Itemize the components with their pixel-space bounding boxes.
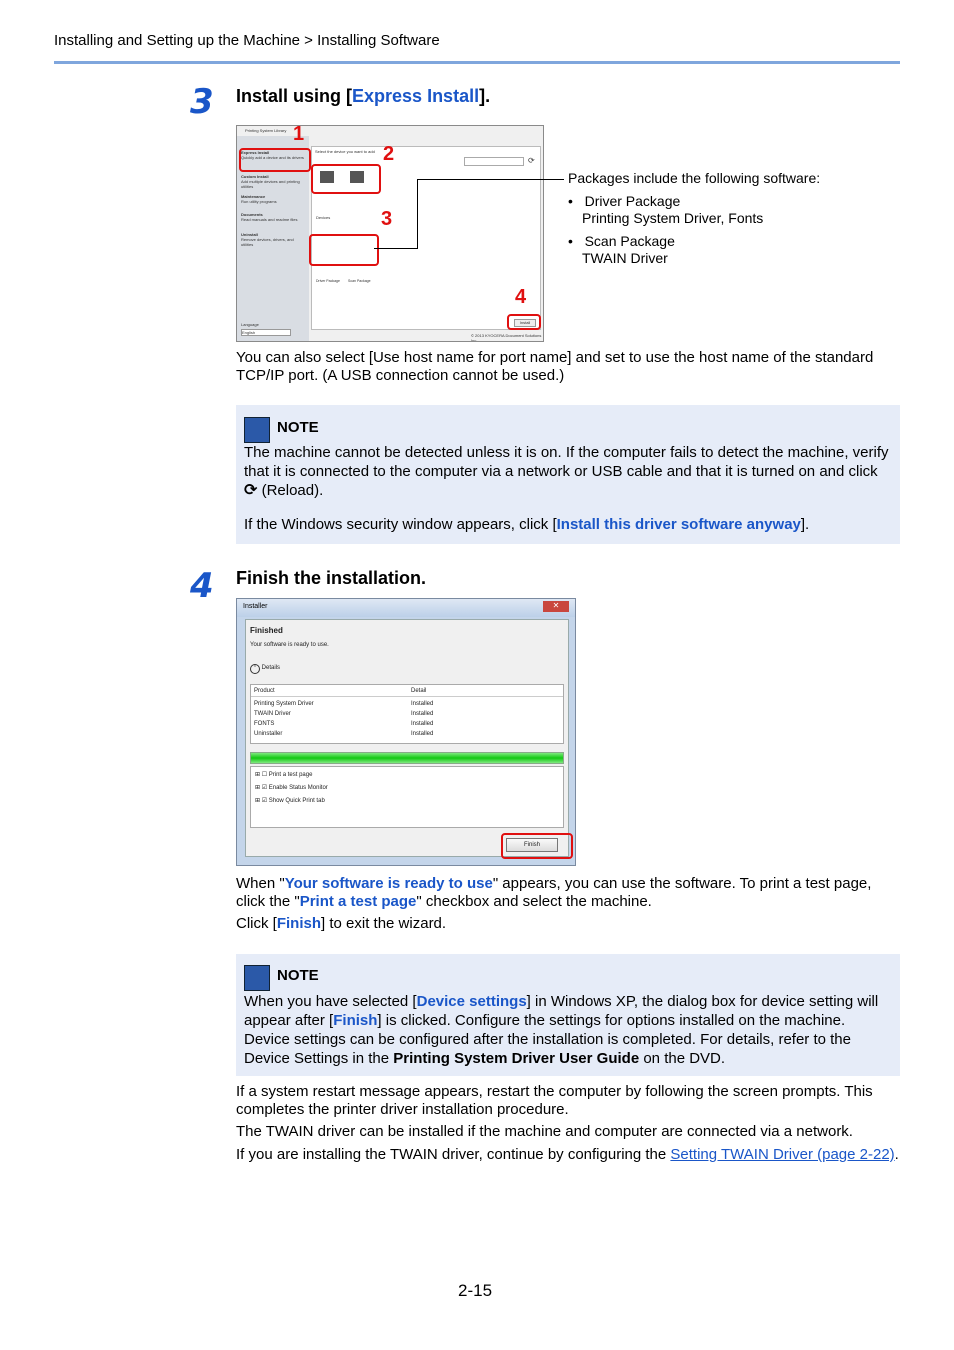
driver-package-label: Driver Package [316, 279, 340, 283]
package-item: • Scan Package TWAIN Driver [568, 233, 675, 266]
callout-box-2 [311, 164, 381, 194]
page-number: 2-15 [458, 1281, 493, 1300]
reload-icon: ⟳ [244, 482, 258, 499]
table-cell: Installed [411, 721, 434, 727]
printing-system-library-screenshot [236, 125, 544, 342]
progress-bar [250, 752, 564, 764]
step-3-title-prefix: Install using [ [236, 86, 353, 106]
table-row: Uninstaller [254, 731, 283, 737]
breadcrumb: Installing and Setting up the Machine > Installing Software [54, 32, 440, 49]
language-label: Language [241, 322, 259, 327]
install-button[interactable]: Install [514, 319, 536, 327]
callout-1: 1 [293, 125, 305, 145]
callout-4: 4 [515, 286, 527, 308]
col-product: Product [254, 688, 275, 694]
sidebar-item-custom-install[interactable]: Custom Install Add multiple devices and printing utilities [241, 174, 300, 189]
installer-finished-screenshot [236, 598, 576, 866]
finished-heading: Finished [250, 626, 283, 635]
note-heading: NOTE [277, 967, 319, 984]
twain-setup-paragraph: If you are installing the TWAIN driver, continue by configuring the Setting TWAIN Driver (page 2-22). [236, 1146, 899, 1163]
sidebar-item-maintenance[interactable]: Maintenance Run utility programs [241, 194, 277, 204]
note-1-paragraph-1: The machine cannot be detected unless it is on. If the computer fails to detect the machine, verify that it is connected to the computer via a network or USB cable and that it is turned on and click ⟳ (Reload). [244, 444, 889, 499]
installer-titlebar [237, 599, 575, 617]
devices-label: Devices [316, 215, 331, 220]
print-test-page-link: Print a test page [299, 893, 417, 910]
installer-client [245, 619, 569, 857]
sidebar-item-express-install[interactable]: Express Install Quickly add a device and its drivers [241, 150, 304, 160]
leader-line-horizontal-2 [417, 179, 564, 180]
step-3-title [236, 86, 490, 107]
note-heading: NOTE [277, 419, 319, 436]
step-3-number: 3 [190, 82, 214, 122]
package-intro: Packages include the following software: [568, 170, 821, 186]
installer-window-title: Installer [243, 603, 268, 610]
note-box-2 [236, 954, 900, 1076]
user-guide-title: Printing System Driver User Guide [393, 1050, 640, 1067]
header-divider [54, 61, 900, 64]
options-list [250, 766, 564, 828]
col-detail: Detail [411, 688, 427, 694]
reload-icon[interactable]: ⟳ [528, 156, 535, 165]
step-4-number: 4 [190, 566, 214, 606]
callout-box-1 [239, 148, 311, 172]
callout-box-4 [507, 314, 541, 330]
sidebar-item-uninstall[interactable]: Uninstall Remove devices, drivers, and utilities [241, 232, 294, 247]
callout-3: 3 [381, 208, 393, 230]
device-settings-link: Device settings [416, 993, 527, 1010]
note-icon [244, 965, 270, 991]
callout-box-3 [309, 234, 379, 266]
step-4-text-1: When "Your software is ready to use" appears, you can use the software. To print a test page, click the "Print a test page" checkbox and select the machine. [236, 875, 872, 910]
close-icon[interactable]: ✕ [543, 601, 569, 612]
table-cell: Installed [411, 731, 434, 737]
express-install-link: Express Install [352, 86, 480, 106]
option-print-test-page[interactable]: ⊞ ☐ Print a test page [255, 772, 313, 778]
table-cell: Installed [411, 711, 434, 717]
step-3-title-suffix: ]. [479, 86, 491, 106]
option-show-quick-print-tab[interactable]: ⊞ ☑ Show Quick Print tab [255, 798, 325, 804]
table-row: FONTS [254, 721, 275, 727]
install-anyway-link: Install this driver software anyway [556, 516, 801, 533]
setting-twain-driver-link[interactable]: Setting TWAIN Driver (page 2-22) [670, 1146, 895, 1163]
restart-paragraph: If a system restart message appears, restart the computer by following the screen prompts. This completes the printer driver installation procedure. [236, 1083, 873, 1118]
package-list [568, 170, 820, 267]
select-device-prompt: Select the device you want to add [315, 149, 375, 154]
leader-line-vertical [417, 179, 418, 249]
ready-to-use-link: Your software is ready to use [284, 875, 493, 892]
step-3-extra-text: You can also select [Use host name for port name] and set to use the host name of the standard TCP/IP port. (A USB connection cannot be used.) [236, 349, 874, 384]
table-row: Printing System Driver [254, 701, 314, 707]
table-row: TWAIN Driver [254, 711, 291, 717]
product-table [250, 684, 564, 744]
finish-link: Finish [276, 915, 322, 932]
package-item: • Driver Package Printing System Driver, Fonts [568, 193, 764, 226]
note-1-paragraph-2: If the Windows security window appears, click [Install this driver software anyway]. [244, 516, 810, 533]
details-toggle[interactable]: ⌃ Details [250, 664, 280, 674]
scan-package-label: Scan Package [348, 279, 371, 283]
step-4-title: Finish the installation. [236, 568, 427, 588]
note-box-1 [236, 405, 900, 544]
finish-link: Finish [333, 1012, 378, 1029]
chevron-up-icon: ⌃ [250, 664, 260, 674]
note-2-paragraph: When you have selected [Device settings] in Windows XP, the dialog box for device setting will appear after [Finish] is clicked. Configure the settings for options installed on the machine. Device settings can be configured after the installation is completed. For details, refer to the Device Settings in the Printing System Driver User Guide on the DVD. [244, 993, 879, 1067]
leader-line-horizontal-1 [374, 248, 418, 249]
language-select[interactable]: English [241, 329, 291, 336]
ready-text: Your software is ready to use. [250, 642, 329, 648]
sidebar-item-documents[interactable]: Documents Read manuals and readme files [241, 212, 298, 222]
search-field[interactable] [464, 157, 524, 166]
copyright-text: © 2013 KYOCERA Document Solutions Inc. [471, 333, 542, 342]
finish-callout-box [501, 833, 573, 859]
table-cell: Installed [411, 701, 434, 707]
callout-2: 2 [383, 143, 395, 165]
step-4-text-2: Click [Finish] to exit the wizard. [236, 915, 447, 932]
window-title: Printing System Library [245, 128, 287, 133]
option-enable-status-monitor[interactable]: ⊞ ☑ Enable Status Monitor [255, 785, 328, 791]
twain-network-paragraph: The TWAIN driver can be installed if the machine and computer are connected via a network. [236, 1123, 853, 1140]
note-icon [244, 417, 270, 443]
finish-button[interactable]: Finish [506, 838, 558, 852]
